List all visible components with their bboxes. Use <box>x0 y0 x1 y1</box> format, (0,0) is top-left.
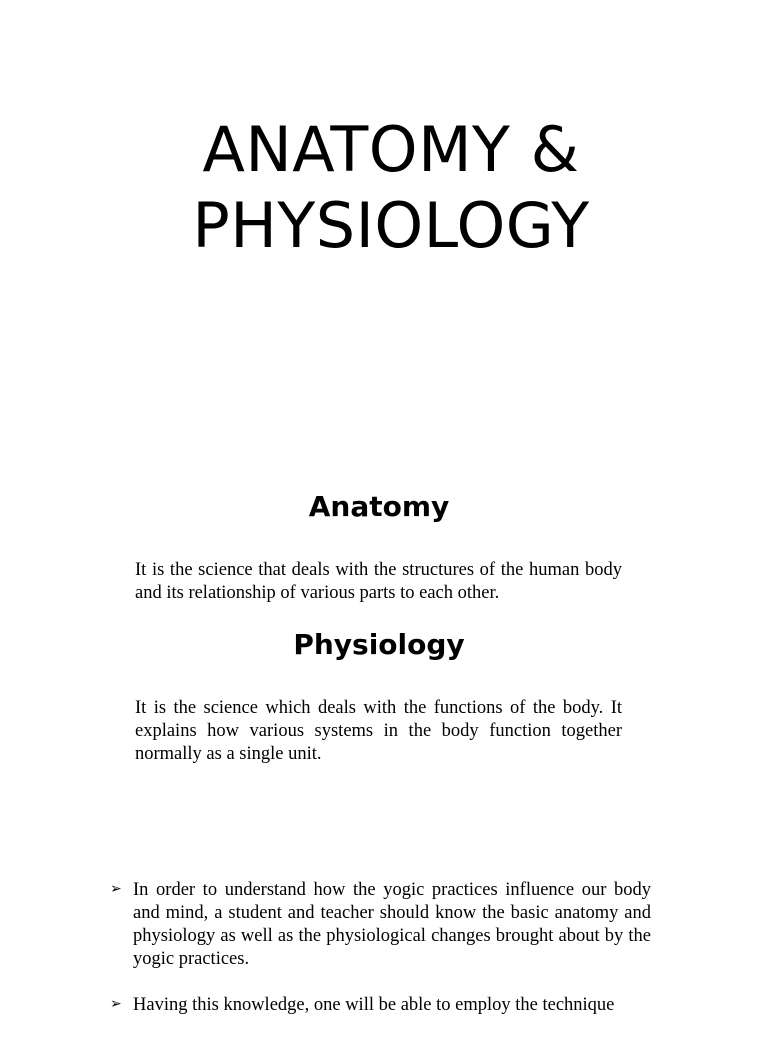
bullet-text: Having this knowledge, one will be able to employ the technique <box>133 995 615 1015</box>
page-title-line-1: ANATOMY & <box>202 113 580 186</box>
page-title-line-2: PHYSIOLOGY <box>192 189 590 262</box>
anatomy-heading: Anatomy <box>308 490 450 523</box>
physiology-definition: It is the science which deals with the functions of the body. It explains how various systems in the body function together normally as a single unit. <box>135 698 622 764</box>
bullet-list <box>110 879 651 1040</box>
list-item <box>110 879 651 971</box>
list-item <box>110 994 651 1017</box>
arrowhead-bullet-icon: ➢ <box>110 881 122 897</box>
physiology-heading: Physiology <box>293 628 465 661</box>
bullet-text: In order to understand how the yogic practices influence our body and mind, a student and teacher should know the basic anatomy and physiology as well as the physiological changes brought about by the yogic practices. <box>133 880 651 969</box>
arrowhead-bullet-icon: ➢ <box>110 996 122 1012</box>
page-title <box>0 112 768 264</box>
anatomy-definition: It is the science that deals with the structures of the human body and its relationship of various parts to each other. <box>135 560 622 603</box>
